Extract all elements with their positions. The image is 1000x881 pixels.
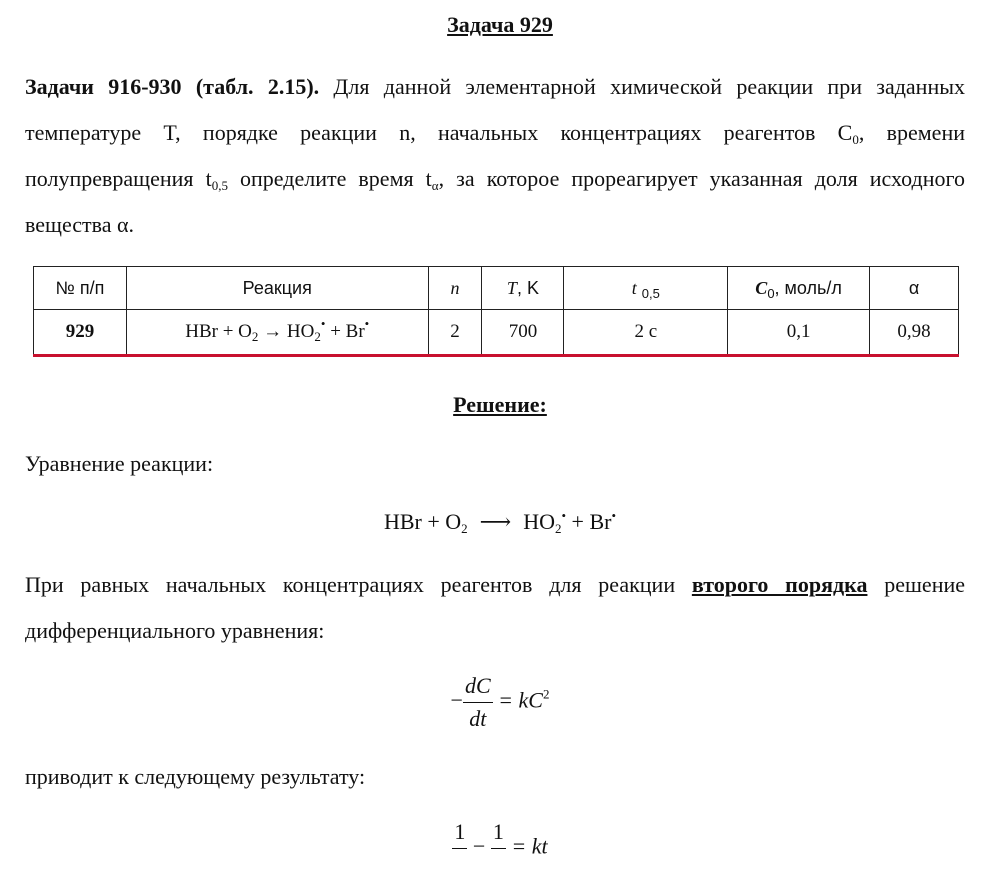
result-equation: 1 − 1 = kt bbox=[0, 816, 1000, 881]
col-header-temperature: T, K bbox=[482, 267, 564, 310]
fraction-one-a: 1 bbox=[452, 816, 467, 881]
cell-number: 929 bbox=[34, 310, 127, 356]
col-header-half-life: t $_{0,5}$ bbox=[564, 267, 728, 310]
col-header-alpha: α bbox=[870, 267, 959, 310]
reaction-equation: HBr + $O_2$ ⟶ $HO_2^• + Br^•$ bbox=[383, 508, 617, 536]
cell-temperature: 700 bbox=[482, 310, 564, 356]
cell-concentration: 0,1 bbox=[728, 310, 870, 356]
col-header-reaction: Реакция bbox=[126, 267, 428, 310]
arrow-icon: ⟶ bbox=[479, 509, 512, 534]
solution-heading: Решение: bbox=[453, 392, 547, 417]
task-range-label: Задачи 916-930 (табл. 2.15). bbox=[25, 74, 320, 99]
task-title: Задача 929 bbox=[447, 12, 553, 37]
fraction-one-b: 1 bbox=[491, 816, 506, 881]
second-order-paragraph: При равных начальных концентрациях реагентов для реакции второго порядка решение дифференциального уравнения: bbox=[25, 572, 966, 643]
col-header-concentration: $C_0$, моль/л bbox=[728, 267, 870, 310]
table-header-row bbox=[34, 267, 959, 310]
table-row bbox=[34, 310, 959, 356]
equation-label: Уравнение реакции: bbox=[25, 451, 214, 476]
cell-reaction: HBr + $O_2 \to HO_2^• + Br^•$ bbox=[126, 310, 428, 356]
cell-half-life: 2 c bbox=[564, 310, 728, 356]
col-header-order: n bbox=[428, 267, 482, 310]
task-data-table bbox=[33, 266, 959, 357]
cell-alpha: 0,98 bbox=[870, 310, 959, 356]
task-statement: Задачи 916-930 (табл. 2.15). Для данной элементарной химической реакции при заданных температуре T, порядке реакции n, начальных концентрациях реагентов $C_0$, времени полупревращения $t_{0,5}$ определите время $t_\alpha$, за которое прореагирует указанная доля исходного вещества α. bbox=[25, 74, 965, 237]
second-order-emphasis: второго порядка bbox=[691, 572, 868, 597]
col-header-number: № п/п bbox=[34, 267, 127, 310]
cell-order: 2 bbox=[428, 310, 482, 356]
differential-equation: − $\frac{dC}{dt}$ = $kC^2$ bbox=[0, 670, 1000, 735]
fraction-dc-dt: $\frac{dC}{dt}$ bbox=[463, 670, 493, 735]
result-intro: приводит к следующему результату: bbox=[25, 764, 366, 789]
